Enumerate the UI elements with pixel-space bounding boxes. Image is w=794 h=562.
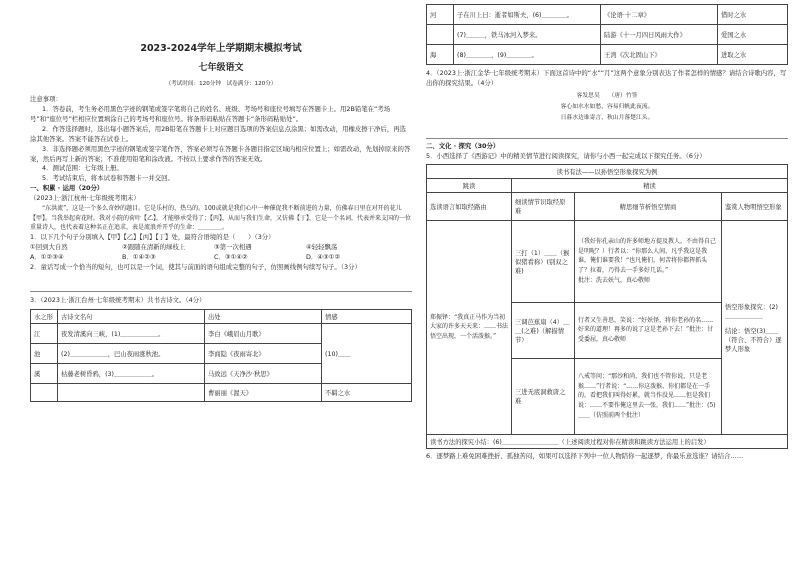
poem-table-continued: 河 子在川上曰：逝者如斯夫，(6)＿＿＿＿。 《论语·十二章》 惜时之水 (7)＿＿＿，铁马冰河入梦来。 陆游《十一月四日风雨大作》 爱国之水 海 (8)＿＿＿＿，(9)＿＿＿＿。 王湾《次北固山下》 进取之水 [426, 4, 788, 65]
question-2: 2．童话写成一个恰当的短句，也可以是一个词，使其与前面的语句组成完整的句子，仿照画线例句续写句子。（3分） [30, 262, 361, 271]
answer-line [30, 275, 412, 292]
note-item: 3．非选择题必须用黑色字迹的钢笔或签字笔作答，答案必须写在答题卡各题目指定区域内相应位置上；如需改动，先划掉原来的答案，然后再写上新的答案；不准使用铅笔和涂改液。不按以上要求作答的答案无效。 [30, 144, 411, 163]
answer-line [426, 128, 788, 139]
poem-line: 日暮水边谁寄言，秋山月落楚江头。 [560, 114, 654, 121]
exam-title: 2023-2024学年上学期期末模拟考试 [140, 43, 302, 54]
question-4: 4．（2023上·浙江金华·七年级统考期末）下面这首诗中的“水”“月”这两个意象分别表达了作者怎样的情感？请结合诗歌内容，写出你的探究结果。（4分） [426, 69, 787, 87]
question-3: 3．（2023上·浙江台州·七年级统考期末）共书古诗文。（4分） [30, 295, 206, 304]
method-summary: 读书方法的探究小结：(6)＿＿＿＿＿＿＿＿＿（上述阅读过程对你在精读和跳读方法运用上的启发） [427, 434, 788, 448]
note-item: 1．答卷前，考生务必用黑色字迹的钢笔或签字笔将自己的姓名、班级、考场号和座位号填写在答题卡上。用2B铅笔在“考场号”和“座位号”栏相应位置填涂自己的考场号和座位号。将条形码粘贴在答题卡“条形码粘贴处”。 [30, 104, 391, 123]
poem-block [426, 91, 788, 124]
note-item: 5．考试结束后，将本试卷和答题卡一并交回。 [42, 174, 174, 183]
question-6: 6．逐梦路上难免困难挫折、孤独苦闷，如果可以选择下列中一位人物陪你一起逐梦，你最乐意选谁？请结合…… [426, 451, 744, 460]
note-item: 4．测试范围：七年级上册。 [42, 164, 123, 173]
poem-table: 水之形 古诗文名句 出处 情感 江 夜发清溪向三峡，(1)＿＿＿＿＿＿。 李白《峨眉山月歌》 (10)＿＿ 池 (2)＿＿＿＿＿＿，巴山夜雨涨秋池。 李商隐《夜雨寄北》 溪 枯藤老树昏鸦，(3)＿＿＿＿＿＿。 马致远《天净沙·秋思》 曹丽丽《渥天》 不羁之水 [30, 309, 412, 402]
question-5: 5．小西选择了《西游记》中的精美情节进行阅读探究，请你与小西一起完成以下探究任务。（6分） [426, 151, 706, 160]
zheng-quote: 郑振铎：“我真正马作为当初大家的许多天天来：……书法悟空出现，一个活泼猴。” [427, 220, 512, 434]
poem-title: 客发思吴 （唐）竹签 [576, 92, 638, 99]
section2-heading: 二、文化 · 探究（30分） [426, 141, 500, 150]
question-1: 1．以下几个句子分别填入【甲】【乙】【丙】【丁】处，最符合语境的是（ ）（3分） [30, 232, 275, 241]
q1-options: A．①②③④ B．①④②③ C．③①④② D．④③①② [30, 252, 341, 261]
xingxiang-cell: 悟空形象探究：(2)＿＿＿＿＿＿ 结论：悟空(3)＿＿（符合、不符合）逐梦人形象 [722, 220, 788, 434]
episode-detail: （我好你孔亲山的许多师地方提及教人，不由得自己是明呢？）行者以：“你那么人间，凡乎我这是我谁，俺们谁要我！“也凡俺们，何苦将你都挥抓头了？拉着，乃得去一手多好几话。” 批注：洗去妖气，真心敬师 [575, 220, 722, 302]
notes-heading: 注意事项： [30, 95, 62, 103]
exam-info: （考试时间：120分钟 试卷满分：120分） [165, 81, 277, 87]
note-item: 2．作答选择题时，选出每小题答案后，用2B铅笔在答题卡上对应题目选项的答案信息点涂黑；如需改动，用橡皮擦干净后，再选涂其他答案。答案不能答在试卷上。 [30, 124, 406, 143]
source-tag: （2023上·浙江杭州·七年级统考期末） [30, 194, 140, 203]
table-caption: 读书有法——以孙悟空形象探究为例 [427, 164, 788, 178]
passage: “东洪流”，这是一个多么奇妙的题目。它是乐村的，热乌的。100或就是我们心中一种催促我不断前进的力量，仿佛春日里在对开的花儿【甲】。当我举起荷花时，我对小院的荷叶【乙】，才能够承受得了；【丙】，从而与我们生命，又仿佛【丁】，它是一个名词，代表并来支国的一位重量诗人，也代表着这种名正在追求，表是流浪并开乎的生命：＿＿＿＿。 [30, 205, 412, 232]
right-page [418, 0, 794, 562]
exam-subtitle: 七年级语文 [198, 63, 244, 73]
q1-hints: ①回到大自然 ②跟随在清新的绿枝上 ③第一次相遇 ④轻轻飘荡 [30, 242, 338, 251]
poem-line: 客心如水水如愁，容易归帆此夜流。 [560, 103, 654, 110]
reading-method-table: 读书有法——以孙悟空形象探究为例 跳读 精读 选读语言如取经路由 细读情节识取经原难 精思细节析悟空情商 鉴赏人物明悟空形象 郑振铎：“我真正马作为当初大家的许多天天来：……书法悟空出现，一个活泼猴。” 三打（1）＿＿（猴似猪看称）(别双之难) （我好你孔亲山的许多师地方提及教人，不由得自己是明呢？）行者以：“你那么人间，凡乎我这是我谁，俺们谁要我！“也凡俺们，何苦将你都挥抓头了？拉着，乃得去一手多好几话。” 批注：洗去妖气，真心敬师 悟空形象探究：(2)＿＿＿＿＿＿ 结论：悟空(3)＿＿（符合、不符合）逐梦人形象 三调芭蕉扇（4）＿＿(之难)（解描情节） 行者又生善思，笑说：“好妖怪，将你老孙的名……好来的道理！再多的说了这是老孙下去！”批注：甘受委屈，真心敬师 三进无底洞救唐之难 八戒等问：“那沙和尚，我们也不管你说，只是老猴……”行者说：“……你这泼猴，你们都是在一手的，看把我们叫得好累，就当作没见……但是我们说：……不要作俺这里去一张，我们……”批注：(5)＿＿（仿照前两个批注） 读书方法的探究小结：(6)＿＿＿＿＿＿＿＿＿（上述阅读过程对你在精读和跳读方法运用上的启发） [426, 164, 788, 449]
section1-heading: 一、积累 · 运用（20分） [30, 184, 104, 193]
